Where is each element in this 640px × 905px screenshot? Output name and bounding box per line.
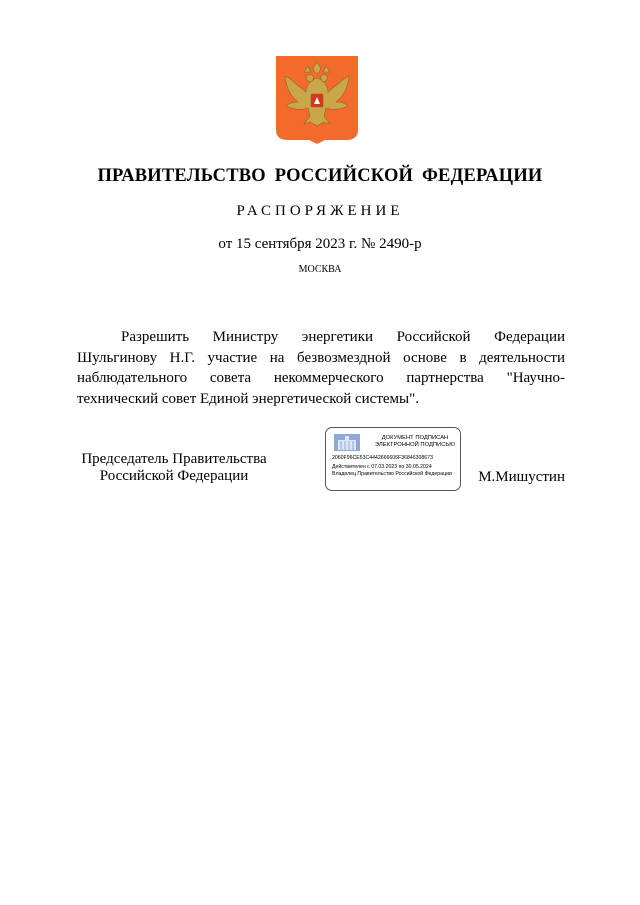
stamp-header-line2: ЭЛЕКТРОННОЙ ПОДПИСЬЮ — [374, 442, 456, 448]
signer-position-line1: Председатель Правительства — [81, 451, 267, 467]
stamp-header-line1: ДОКУМЕНТ ПОДПИСАН — [381, 435, 449, 441]
electronic-signature-stamp — [325, 427, 461, 491]
document-type: РАСПОРЯЖЕНИЕ — [236, 203, 404, 219]
russian-coat-of-arms-icon — [276, 56, 358, 144]
stamp-header — [370, 435, 460, 449]
document-date: от 15 сентября 2023 г. № 2490-р — [218, 236, 422, 252]
signer-position-line2: Российской Федерации — [99, 468, 249, 484]
order-text: Разрешить Министру энергетики Российской Федерации Шульгинову Н.Г. участие на безвозмездной основе в деятельности наблюдательного совета некоммерческого партнерства "Научно-технический совет Единой энергетической системы". — [77, 329, 565, 407]
stamp-owner: Владелец Правительство Российской Федерации — [332, 471, 452, 477]
government-building-icon — [334, 434, 360, 451]
document-city: МОСКВА — [298, 264, 342, 275]
stamp-certificate: 2060F96CE53C4442666606F36846308673 — [332, 455, 433, 461]
document-title: ПРАВИТЕЛЬСТВО РОССИЙСКОЙ ФЕДЕРАЦИИ — [97, 166, 543, 186]
signer-position — [74, 451, 274, 485]
stamp-validity: Действителен с 07.03.2023 по 30.05.2024 — [332, 464, 432, 470]
signer-name: М.Мишустин — [478, 469, 565, 485]
